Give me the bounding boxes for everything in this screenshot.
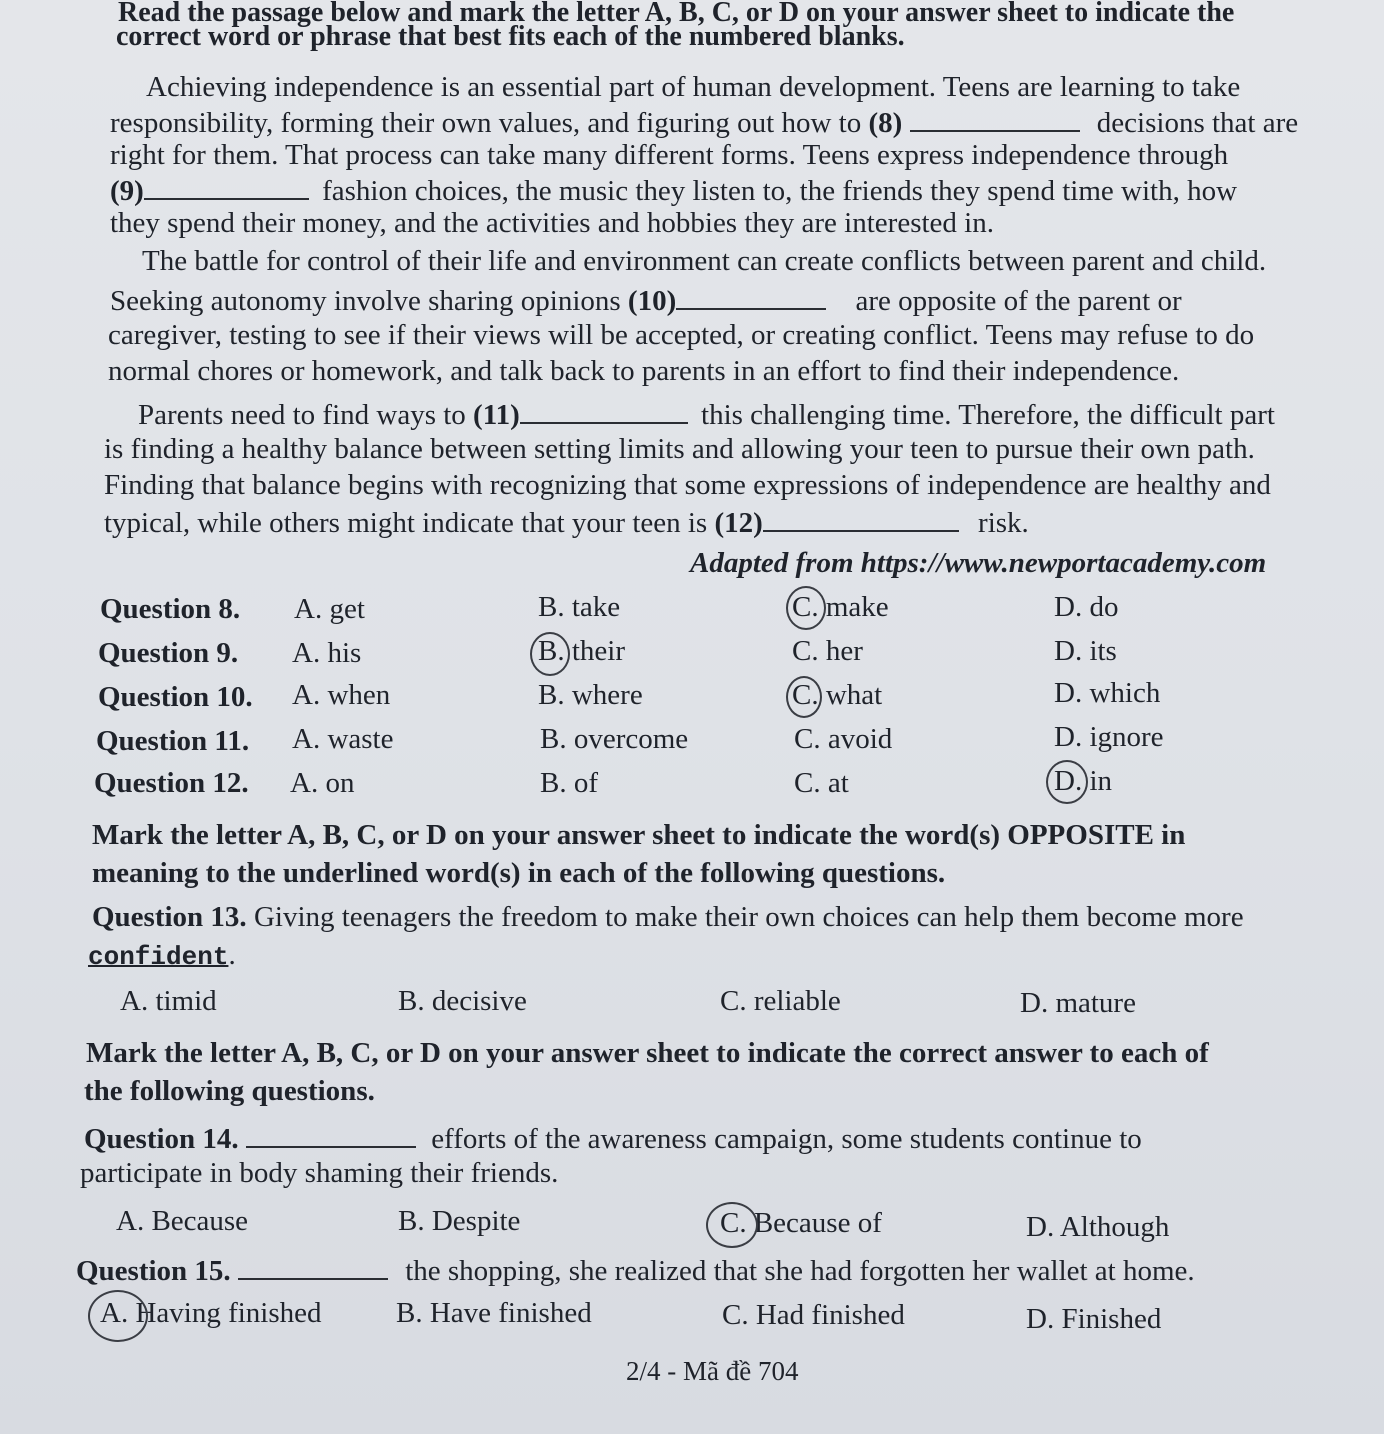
question-text: Giving teenagers the freedom to make their own choices can help them become more (246, 901, 1244, 933)
option-b[interactable]: B. decisive (398, 985, 527, 1017)
answer-circle-mark (786, 586, 826, 630)
passage-p1-line-1: Achieving independence is an essential part of human development. Teens are learning to take (146, 71, 1241, 103)
instructions-line-1: Read the passage below and mark the letter A, B, C, or D on your answer sheet to indicate the (118, 0, 1235, 28)
passage-p3-line-4 (104, 504, 1029, 540)
passage-text: typical, while others might indicate that your teen is (104, 507, 715, 539)
blank-10[interactable] (676, 282, 826, 310)
question-label: Question 12. (94, 767, 249, 799)
question-text: the shopping, she realized that she had forgotten her wallet at home. (405, 1255, 1195, 1287)
question-label: Question 8. (100, 593, 241, 625)
option-b[interactable]: B. where (538, 679, 643, 711)
blank-number-9: (9) (110, 175, 144, 207)
option-d[interactable]: D. mature (1020, 987, 1136, 1019)
passage-text: are opposite of the parent or (855, 285, 1182, 317)
option-a[interactable]: A. waste (292, 723, 394, 755)
question-13-stem (92, 900, 1244, 934)
option-a[interactable]: A. when (292, 679, 391, 711)
question-14-stem (84, 1120, 1142, 1156)
blank-number-10: (10) (627, 285, 677, 317)
option-a[interactable]: A. Because (116, 1205, 249, 1237)
question-label: Question 11. (96, 725, 250, 757)
option-c[interactable]: C. reliable (720, 985, 841, 1017)
passage-source: Adapted from https://www.newportacademy.com (690, 547, 1267, 579)
passage-p3-line-3: Finding that balance begins with recognizing that some expressions of independence are healthy and (104, 469, 1271, 501)
blank-14[interactable] (246, 1120, 416, 1148)
question-text: efforts of the awareness campaign, some students continue to (431, 1123, 1142, 1155)
blank-number-8: (8) (868, 107, 903, 139)
passage-p2-line-3: caregiver, testing to see if their views will be accepted, or creating conflict. Teens may refuse to do (108, 319, 1255, 351)
option-a[interactable]: A. on (290, 767, 355, 799)
passage-p1-line-3: right for them. That process can take many different forms. Teens express independence through (110, 139, 1229, 171)
passage-p1-line-2 (110, 104, 1298, 140)
passage-p3-line-1 (138, 396, 1275, 432)
option-b[interactable]: B. of (540, 767, 598, 799)
option-d[interactable]: D. its (1054, 635, 1117, 667)
answer-circle-mark (88, 1290, 148, 1342)
option-c[interactable]: C. Had finished (722, 1299, 905, 1331)
option-d[interactable]: D. Although (1026, 1211, 1170, 1243)
passage-text: this challenging time. Therefore, the difficult part (701, 399, 1275, 431)
passage-p2-line-4: normal chores or homework, and talk back to parents in an effort to find their independence. (108, 355, 1180, 387)
answer-circle-mark (530, 632, 570, 676)
question-label: Question 9. (98, 637, 239, 669)
section3-instructions-line-2: the following questions. (84, 1075, 375, 1107)
option-b[interactable]: B. Have finished (396, 1297, 592, 1329)
answer-circle-mark (786, 676, 822, 718)
passage-text: Seeking autonomy involve sharing opinions (110, 285, 628, 317)
section2-instructions-line-1: Mark the letter A, B, C, or D on your answer sheet to indicate the word(s) OPPOSITE in (92, 819, 1186, 851)
option-b[interactable]: B. overcome (540, 723, 689, 755)
option-d[interactable]: D. ignore (1054, 721, 1164, 753)
passage-p1-line-5: they spend their money, and the activities and hobbies they are interested in. (110, 207, 994, 239)
question-label: Question 13. (92, 901, 247, 933)
option-d[interactable]: D. do (1054, 591, 1119, 623)
section2-instructions-line-2: meaning to the underlined word(s) in each of the following questions. (92, 857, 946, 889)
option-b[interactable]: B. take (538, 591, 621, 623)
blank-12[interactable] (763, 504, 959, 532)
option-b[interactable]: B. their (538, 635, 625, 667)
page-footer: 2/4 - Mã đề 704 (626, 1356, 799, 1386)
question-14-stem-line-2: participate in body shaming their friends. (80, 1157, 559, 1189)
blank-15[interactable] (238, 1252, 388, 1280)
option-c[interactable]: C. what (792, 679, 883, 711)
punctuation: . (228, 939, 236, 971)
option-c[interactable]: C. avoid (794, 723, 893, 755)
question-label: Question 15. (76, 1255, 231, 1287)
option-c[interactable]: C. Because of (720, 1207, 882, 1239)
answer-circle-mark (1046, 760, 1088, 804)
passage-p2-line-2 (110, 282, 1182, 318)
blank-8[interactable] (910, 104, 1080, 132)
passage-p2-line-1: The battle for control of their life and environment can create conflicts between parent and child. (142, 245, 1267, 277)
passage-text: risk. (978, 507, 1029, 539)
option-a[interactable]: A. timid (120, 985, 217, 1017)
option-c[interactable]: C. make (792, 591, 889, 623)
blank-number-11: (11) (473, 399, 520, 431)
instructions-line-2: correct word or phrase that best fits each of the numbered blanks. (116, 21, 905, 52)
passage-text: decisions that are (1096, 107, 1299, 139)
passage-text: responsibility, forming their own values, and figuring out how to (110, 107, 869, 139)
blank-number-12: (12) (714, 507, 763, 539)
option-d[interactable]: D. Finished (1026, 1303, 1162, 1335)
passage-p1-line-4 (110, 172, 1237, 208)
question-15-stem (76, 1252, 1195, 1288)
answer-circle-mark (706, 1202, 758, 1248)
option-d[interactable]: D. which (1054, 677, 1161, 709)
question-label: Question 14. (84, 1123, 239, 1155)
blank-9[interactable] (144, 172, 309, 200)
passage-text: Parents need to find ways to (138, 399, 474, 431)
question-label: Question 10. (98, 681, 253, 713)
question-13-stem-line-2 (88, 938, 236, 974)
underlined-word: confident (88, 942, 229, 972)
blank-11[interactable] (520, 396, 688, 424)
option-a[interactable]: A. Having finished (100, 1297, 322, 1329)
option-b[interactable]: B. Despite (398, 1205, 521, 1237)
option-d[interactable]: D. in (1054, 765, 1112, 797)
section3-instructions-line-1: Mark the letter A, B, C, or D on your answer sheet to indicate the correct answer to each of (86, 1037, 1209, 1069)
option-a[interactable]: A. get (294, 593, 365, 625)
option-c[interactable]: C. at (794, 767, 849, 799)
option-c[interactable]: C. her (792, 635, 863, 667)
passage-p3-line-2: is finding a healthy balance between setting limits and allowing your teen to pursue their own path. (104, 433, 1255, 465)
option-a[interactable]: A. his (292, 637, 362, 669)
passage-text: fashion choices, the music they listen to, the friends they spend time with, how (322, 175, 1238, 207)
